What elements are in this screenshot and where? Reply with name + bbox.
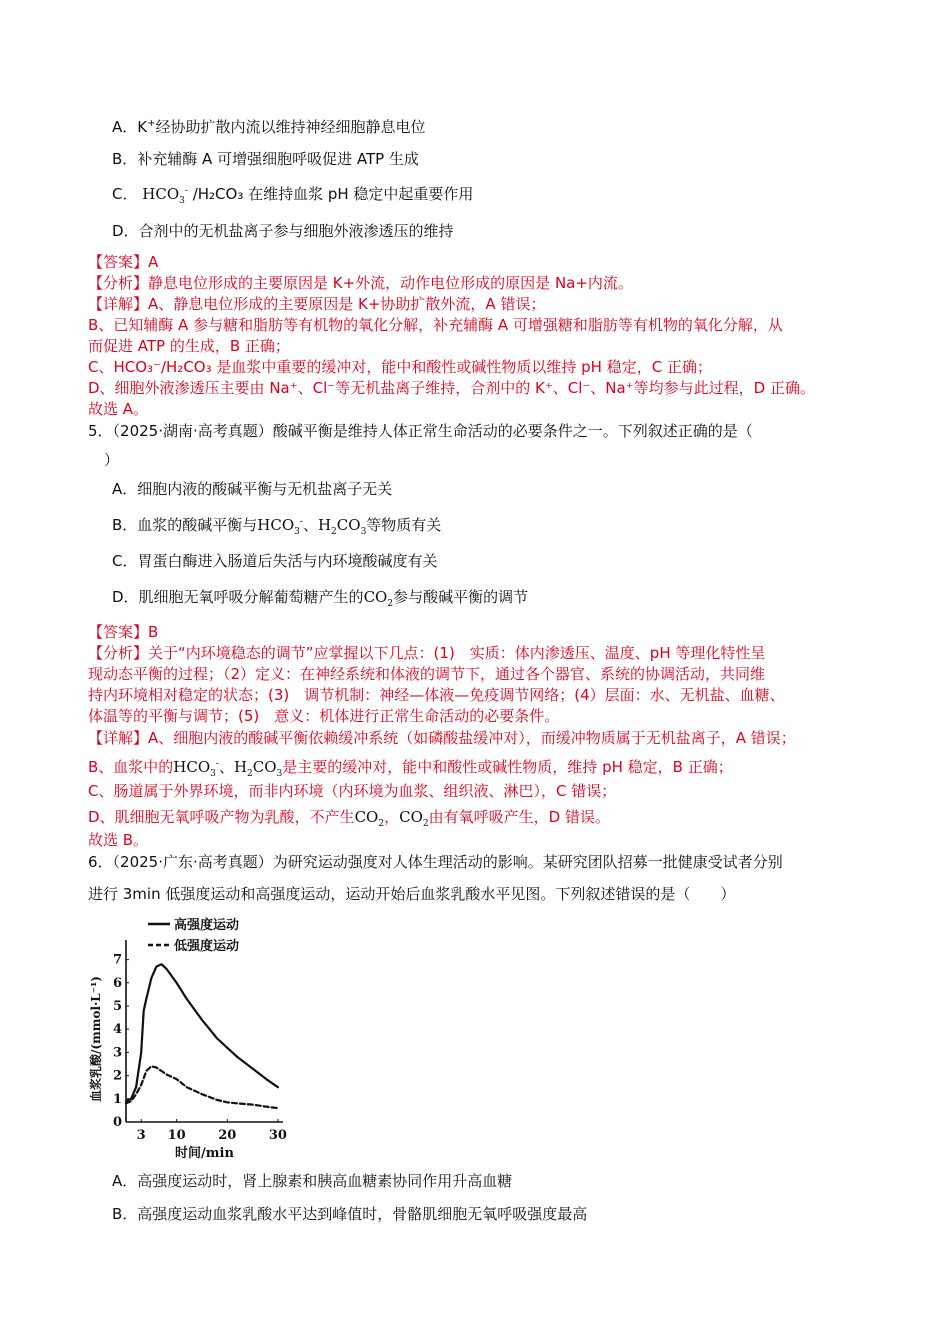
q5-detail-4: D、肌细胞无氧呼吸产物为乳酸，不产生$CO_2$，$CO_2$由有氧呼吸产生，D 错误。: [88, 808, 610, 829]
q5-analysis-2: 现动态平衡的过程；（2）定义：在神经系统和体液的调节下，通过各个器官、系统的协调活动，共同维: [88, 665, 766, 683]
q4-conclusion: 故选 A。: [88, 400, 149, 418]
y-axis-label: 血浆乳酸/(mmol·L⁻¹): [89, 976, 103, 1102]
q5-conclusion: 故选 B。: [88, 831, 149, 849]
y-tick-label: 3: [112, 1045, 122, 1061]
q4-option-d: D．合剂中的无机盐离子参与细胞外液渗透压的维持: [112, 222, 454, 240]
q5-stem-line-1: 5．（2025·湖南·高考真题）酸碱平衡是维持人体正常生命活动的必要条件之一。下列叙述正确的是（: [88, 422, 753, 440]
q6-stem-line-1: 6．（2025·广东·高考真题）为研究运动强度对人体生理活动的影响。某研究团队招募一批健康受试者分别: [88, 853, 783, 871]
x-tick-label: 10: [167, 1128, 186, 1143]
legend-label: 低强度运动: [174, 939, 240, 954]
chart-lines: [126, 964, 278, 1108]
y-tick-label: 7: [112, 952, 122, 968]
q4-detail-4: D、细胞外液渗透压主要由 Na⁺、Cl⁻等无机盐离子维持，合剂中的 K⁺、Cl⁻、Na⁺等均参与此过程，D 正确。: [88, 379, 815, 397]
q5-stem-line-2: ）: [104, 451, 120, 469]
q5-detail-3: C、肠道属于外界环境，而非内环境（内环境为血浆、组织液、淋巴），C 错误；: [88, 782, 617, 800]
co2-formula: $CO_2$: [363, 588, 394, 609]
hco3-formula: $HCO_3^-$: [173, 758, 219, 779]
q5-option-c: C．胃蛋白酶进入肠道后失活与内环境酸碱度有关: [112, 552, 438, 570]
q5-option-d: D．肌细胞无氧呼吸分解葡萄糖产生的$CO_2$参与酸碱平衡的调节: [112, 588, 529, 609]
x-tick-label: 20: [218, 1128, 237, 1143]
q5-analysis-4: 体温等的平衡与调节；(5) 意义：机体进行正常生命活动的必要条件。: [88, 707, 560, 725]
y-tick-label: 2: [112, 1068, 122, 1084]
q5-answer: 【答案】B: [88, 623, 159, 641]
q5-analysis-3: 持内环境相对稳定的状态；(3) 调节机制：神经—体液—免疫调节网络；(4）层面：水、无机盐、血糖、: [88, 686, 785, 704]
low-intensity-series: [126, 1066, 278, 1108]
q4-analysis: 【分析】静息电位形成的主要原因是 K+外流，动作电位形成的原因是 Na+内流。: [88, 274, 633, 292]
legend-label: 高强度运动: [174, 918, 240, 933]
lactate-chart: [80, 910, 300, 1160]
q6-stem-line-2: 进行 3min 低强度运动和高强度运动，运动开始后血浆乳酸水平见图。下列叙述错误的是（ ）: [88, 885, 736, 903]
y-tick-label: 1: [112, 1091, 122, 1107]
q6-option-a: A．高强度运动时，肾上腺素和胰高血糖素协同作用升高血糖: [112, 1172, 513, 1190]
q6-option-b: B．高强度运动血浆乳酸水平达到峰值时，骨骼肌细胞无氧呼吸强度最高: [112, 1205, 588, 1223]
q4-option-b: B．补充辅酶 A 可增强细胞呼吸促进 ATP 生成: [112, 150, 419, 168]
y-tick-label: 0: [112, 1115, 122, 1130]
q5-analysis-1: 【分析】关于“内环境稳态的调节”应掌握以下几点：(1) 实质：体内渗透压、温度、pH 等理化特性呈: [88, 644, 766, 662]
y-tick-label: 4: [112, 1022, 122, 1038]
co2-formula: $CO_2$: [354, 808, 385, 829]
x-tick-label: 30: [268, 1128, 287, 1143]
q4-answer: 【答案】A: [88, 253, 159, 271]
y-tick-label: 5: [112, 999, 122, 1014]
x-axis-label: 时间/min: [175, 1146, 234, 1160]
q4-detail-1: 【详解】A、静息电位形成的主要原因是 K+协助扩散外流，A 错误；: [88, 295, 546, 313]
q5-option-b: B．血浆的酸碱平衡与$HCO_3^-$、$H_2CO_3$等物质有关: [112, 516, 442, 537]
q4-option-a: A．K+经协助扩散内流以维持神经细胞静息电位: [112, 118, 426, 136]
high-intensity-series: [126, 964, 278, 1101]
co2-formula: $CO_2$: [399, 808, 429, 829]
q4-detail-2b: 而促进 ATP 的生成，B 正确；: [88, 337, 290, 355]
q5-detail-1: 【详解】A、细胞内液的酸碱平衡依赖缓冲系统（如磷酸盐缓冲对），而缓冲物质属于无机盐离子，A 错误；: [88, 729, 796, 747]
q4-detail-3: C、HCO₃⁻/H₂CO₃ 是血浆中重要的缓冲对，能中和酸性或碱性物质以维持 pH 稳定，C 正确；: [88, 358, 712, 376]
chart-ticks: [113, 953, 287, 1143]
y-tick-label: 6: [112, 975, 122, 991]
q4-option-c: C． $HCO_3^-$ /H₂CO₃ 在维持血浆 pH 稳定中起重要作用: [112, 185, 474, 206]
q5-option-a: A．细胞内液的酸碱平衡与无机盐离子无关: [112, 480, 393, 498]
hco3-formula: $HCO_3^-$: [257, 516, 303, 537]
q5-detail-2: B、血浆中的$HCO_3^-$、$H_2CO_3$是主要的缓冲对，能中和酸性或碱性物质，维持 pH 稳定，B 正确；: [88, 758, 733, 779]
h2co3-formula: $H_2CO_3$: [233, 758, 283, 779]
h2co3-formula: $H_2CO_3$: [317, 516, 367, 537]
q4-detail-2a: B、已知辅酶 A 参与糖和脂肪等有机物的氧化分解，补充辅酶 A 可增强糖和脂肪等有机物的氧化分解，从: [88, 316, 783, 334]
chart-legend: [148, 917, 239, 954]
hco3-formula: $HCO_3^-$: [142, 185, 188, 206]
x-tick-label: 3: [136, 1128, 146, 1143]
